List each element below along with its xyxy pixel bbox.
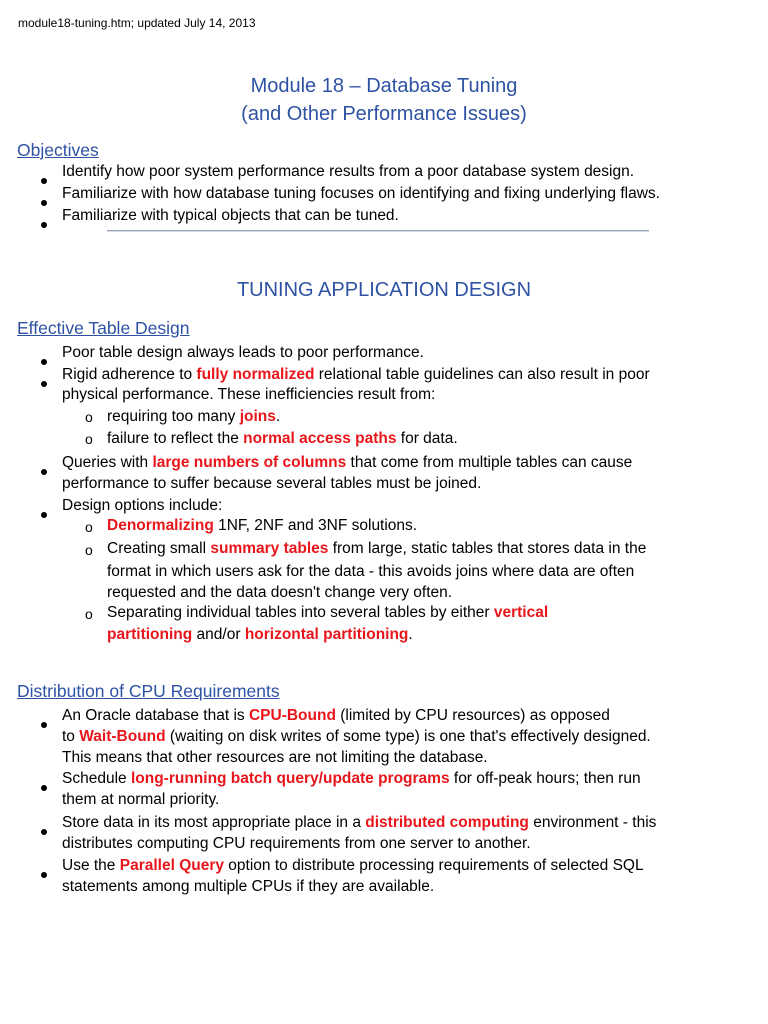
list-item: Schedule long-running batch query/update programs for off-peak hours; then run [62,770,641,787]
sub-bullet-icon: o [85,542,93,558]
document-header-note: module18-tuning.htm; updated July 14, 2013 [18,16,256,30]
sub-list-item-continuation: partitioning and/or horizontal partitioning. [107,626,413,643]
highlight-term: normal access paths [243,430,397,447]
objective-item: Familiarize with how database tuning focuses on identifying and fixing underlying flaws. [62,185,660,202]
bullet-icon [41,714,47,734]
highlight-term: large numbers of columns [152,454,347,471]
highlight-term: long-running batch query/update programs [130,770,450,787]
list-item: Store data in its most appropriate place in a distributed computing environment - this [62,814,657,831]
highlight-term: CPU-Bound [248,707,336,724]
sub-list-item-continuation: requested and the data doesn't change very often. [107,584,453,601]
objective-item: Identify how poor system performance results from a poor database system design. [62,163,635,180]
highlight-term: Denormalizing [107,517,214,534]
list-item-continuation: to Wait-Bound (waiting on disk writes of some type) is one that's effectively designed. [62,728,651,745]
cpu-requirements-heading: Distribution of CPU Requirements [17,681,280,701]
highlight-term: horizontal partitioning [244,626,409,643]
bullet-icon [41,373,47,393]
highlight-term: joins [239,408,276,425]
bullet-icon [41,170,47,190]
list-item-continuation: distributes computing CPU requirements from one server to another. [62,835,531,852]
bullet-icon [41,351,47,371]
list-item-continuation: physical performance. These inefficiencies result from: [62,386,436,403]
page-subtitle: (and Other Performance Issues) [241,103,527,125]
sub-list-item: Denormalizing 1NF, 2NF and 3NF solutions. [107,517,418,534]
bullet-icon [41,821,47,841]
sub-bullet-icon: o [85,409,93,425]
highlight-term: Parallel Query [119,857,224,874]
bullet-icon [41,777,47,797]
list-item: Poor table design always leads to poor performance. [62,344,424,361]
bullet-icon [41,864,47,884]
page-title: Module 18 – Database Tuning [250,75,518,97]
effective-table-design-heading: Effective Table Design [17,318,190,338]
list-item: Rigid adherence to fully normalized relational table guidelines can also result in poor [62,366,650,383]
sub-list-item-continuation: format in which users ask for the data - this avoids joins where data are often [107,563,635,580]
objectives-heading: Objectives [17,140,99,160]
bullet-icon [41,214,47,234]
list-item: Design options include: [62,497,223,514]
sub-list-item: Creating small summary tables from large, static tables that stores data in the [107,540,647,557]
list-item: Queries with large numbers of columns that come from multiple tables can cause [62,454,633,471]
list-item-continuation: statements among multiple CPUs if they are available. [62,878,435,895]
highlight-term: fully normalized [196,366,315,383]
bullet-icon [41,504,47,524]
sub-bullet-icon: o [85,519,93,535]
objective-item: Familiarize with typical objects that can be tuned. [62,207,399,224]
list-item-continuation: performance to suffer because several tables must be joined. [62,475,482,492]
bullet-icon [41,192,47,212]
list-item: An Oracle database that is CPU-Bound (limited by CPU resources) as opposed [62,707,610,724]
list-item-continuation: This means that other resources are not limiting the database. [62,749,488,766]
highlight-term: Wait-Bound [79,728,166,745]
list-item-continuation: them at normal priority. [62,791,220,808]
sub-list-item: failure to reflect the normal access paths for data. [107,430,458,447]
bullet-icon [41,461,47,481]
major-heading: TUNING APPLICATION DESIGN [236,279,532,301]
sub-list-item: Separating individual tables into several tables by either vertical [107,604,549,621]
highlight-term: distributed computing [365,814,529,831]
sub-bullet-icon: o [85,606,93,622]
divider-line [107,230,649,231]
highlight-term: vertical [493,604,549,621]
sub-bullet-icon: o [85,431,93,447]
highlight-term: partitioning [107,626,193,643]
list-item: Use the Parallel Query option to distribute processing requirements of selected SQL [62,857,644,874]
sub-list-item: requiring too many joins. [107,408,281,425]
highlight-term: summary tables [210,540,329,557]
